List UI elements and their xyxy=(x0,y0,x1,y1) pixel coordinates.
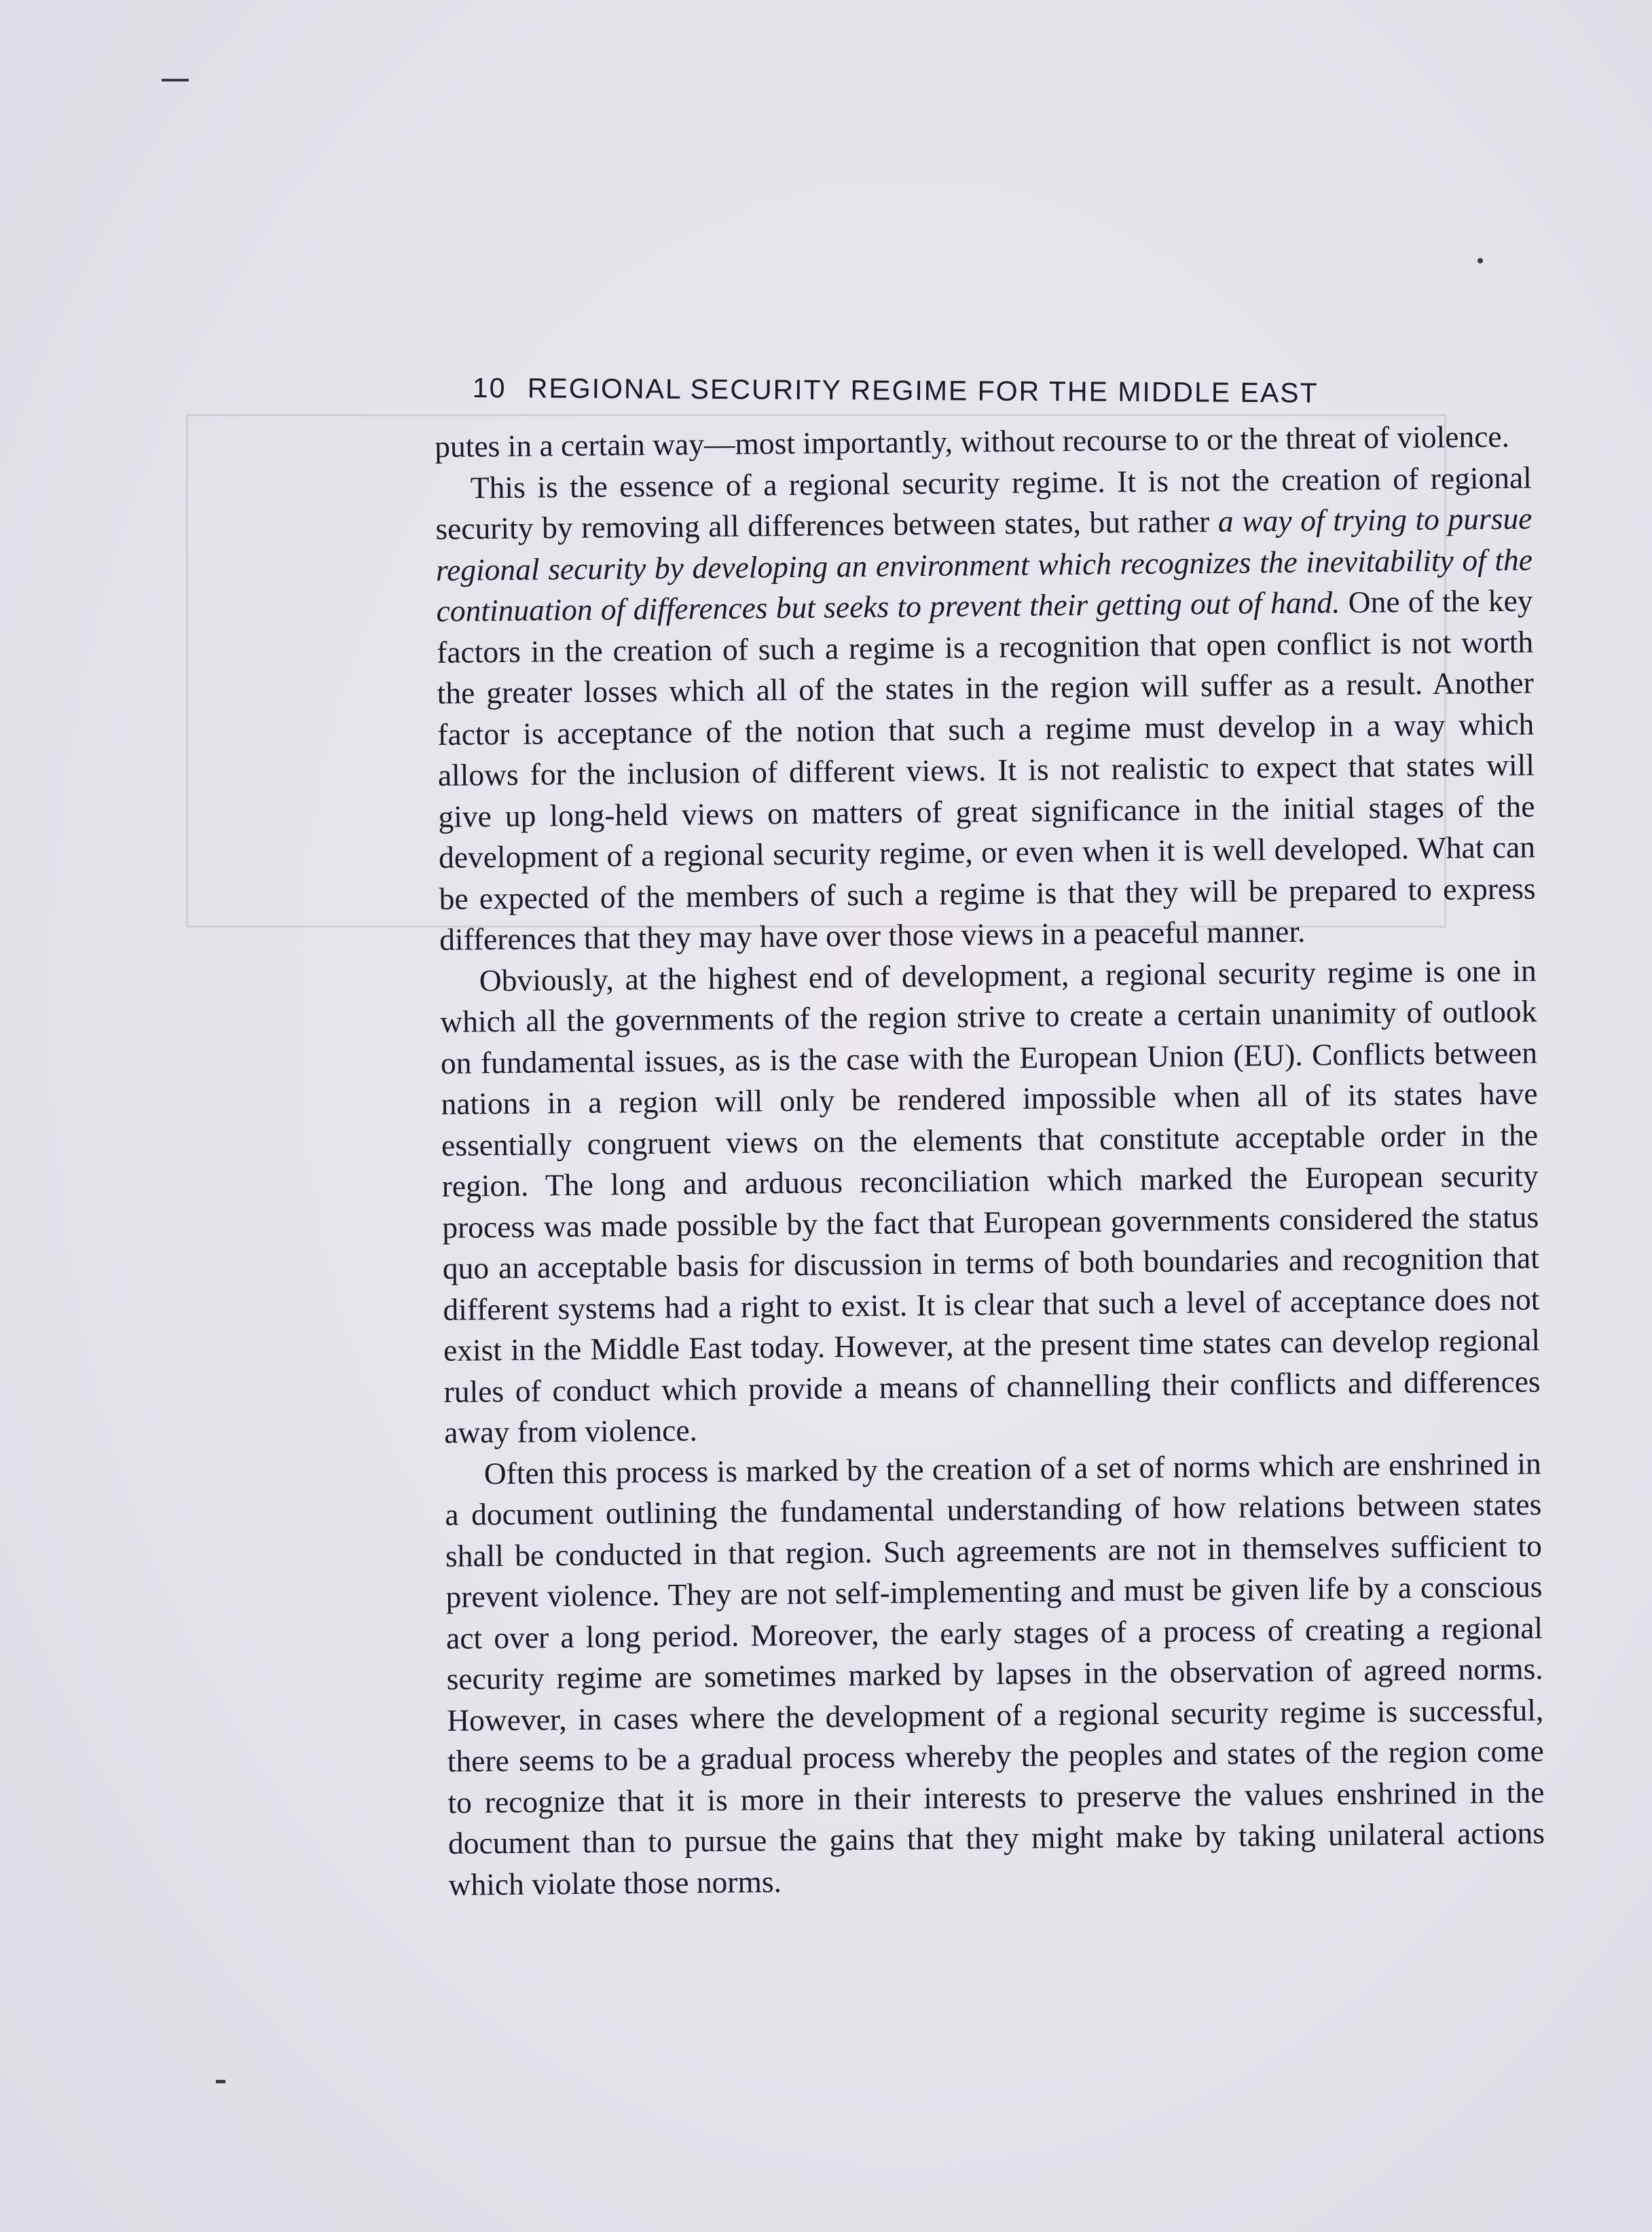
paragraph: Obviously, at the highest end of development, a regional security regime is one in which all the governments of the region strive to create a certain unanimity of outlook on fundamental issues, as is the case with the European Union (EU). Conflicts between nations in a region will only be rendered impossible when all of its states have essentially congruent views on the elements that constitute acceptable order in the region. The long and arduous reconciliation which marked the European security process was made possible by the fact that European governments considered the status quo an acceptable basis for discussion in terms of both boundaries and recognition that different systems had a right to exist. It is clear that such a level of acceptance does not exist in the Middle East today. However, at the present time states can develop regional rules of conduct which provide a means of channelling their conflicts and differences away from violence. xyxy=(440,952,1541,1450)
paragraph: putes in a certain way—most importantly, without recourse to or the threat of violence. xyxy=(435,418,1510,464)
body-text xyxy=(435,416,1545,1905)
running-head xyxy=(473,372,1319,409)
italic-passage: a way of trying to pursue regional security by developing an environment which recognizes the inevitability of the continuation of differences but seeks to prevent their getting out of hand. xyxy=(435,500,1533,628)
paragraph: Often this process is marked by the creation of a set of norms which are enshrined in a document outlining the fundamental understanding of how relations between states shall be conducted in that region. Such agreements are not in themselves sufficient to prevent violence. They are not self-implementing and must be given life by a conscious act over a long period. Moreover, the early stages of a process of creating a regional security regime are sometimes marked by lapses in the observation of agreed norms. However, in cases where the development of a regional security regime is successful, there seems to be a gradual process whereby the peoples and states of the region come to recognize that it is more in their interests to preserve the values enshrined in the document than to pursue the gains that they might make by taking unilateral actions which violate those norms. xyxy=(445,1445,1545,1902)
paragraph-text: One of the key factors in the creation of such a regime is a recognition that open conflict is not worth the greater losses which all of the states in the region will suffer as a result. Another factor is acceptance of the notion that such a regime must develop in a way which allows for the inclusion of different views. It is not realistic to expect that states will give up long-held views on matters of great significance in the initial stages of the development of a regional security regime, or even when it is well developed. What can be expected of the members of such a regime is that they will be prepared to express differences that they may have over those views in a peaceful manner. xyxy=(436,583,1536,957)
page-number: 10 xyxy=(472,372,507,404)
stray-mark xyxy=(162,79,189,81)
stray-mark xyxy=(1477,258,1483,263)
stray-mark xyxy=(216,2080,225,2083)
paragraph xyxy=(435,457,1537,960)
paragraph-text: This is the essence of a regional security regime. It is not the creation of regional security by removing all differences between states, but rather xyxy=(435,459,1532,546)
running-title: REGIONAL SECURITY REGIME FOR THE MIDDLE EAST xyxy=(527,372,1319,409)
